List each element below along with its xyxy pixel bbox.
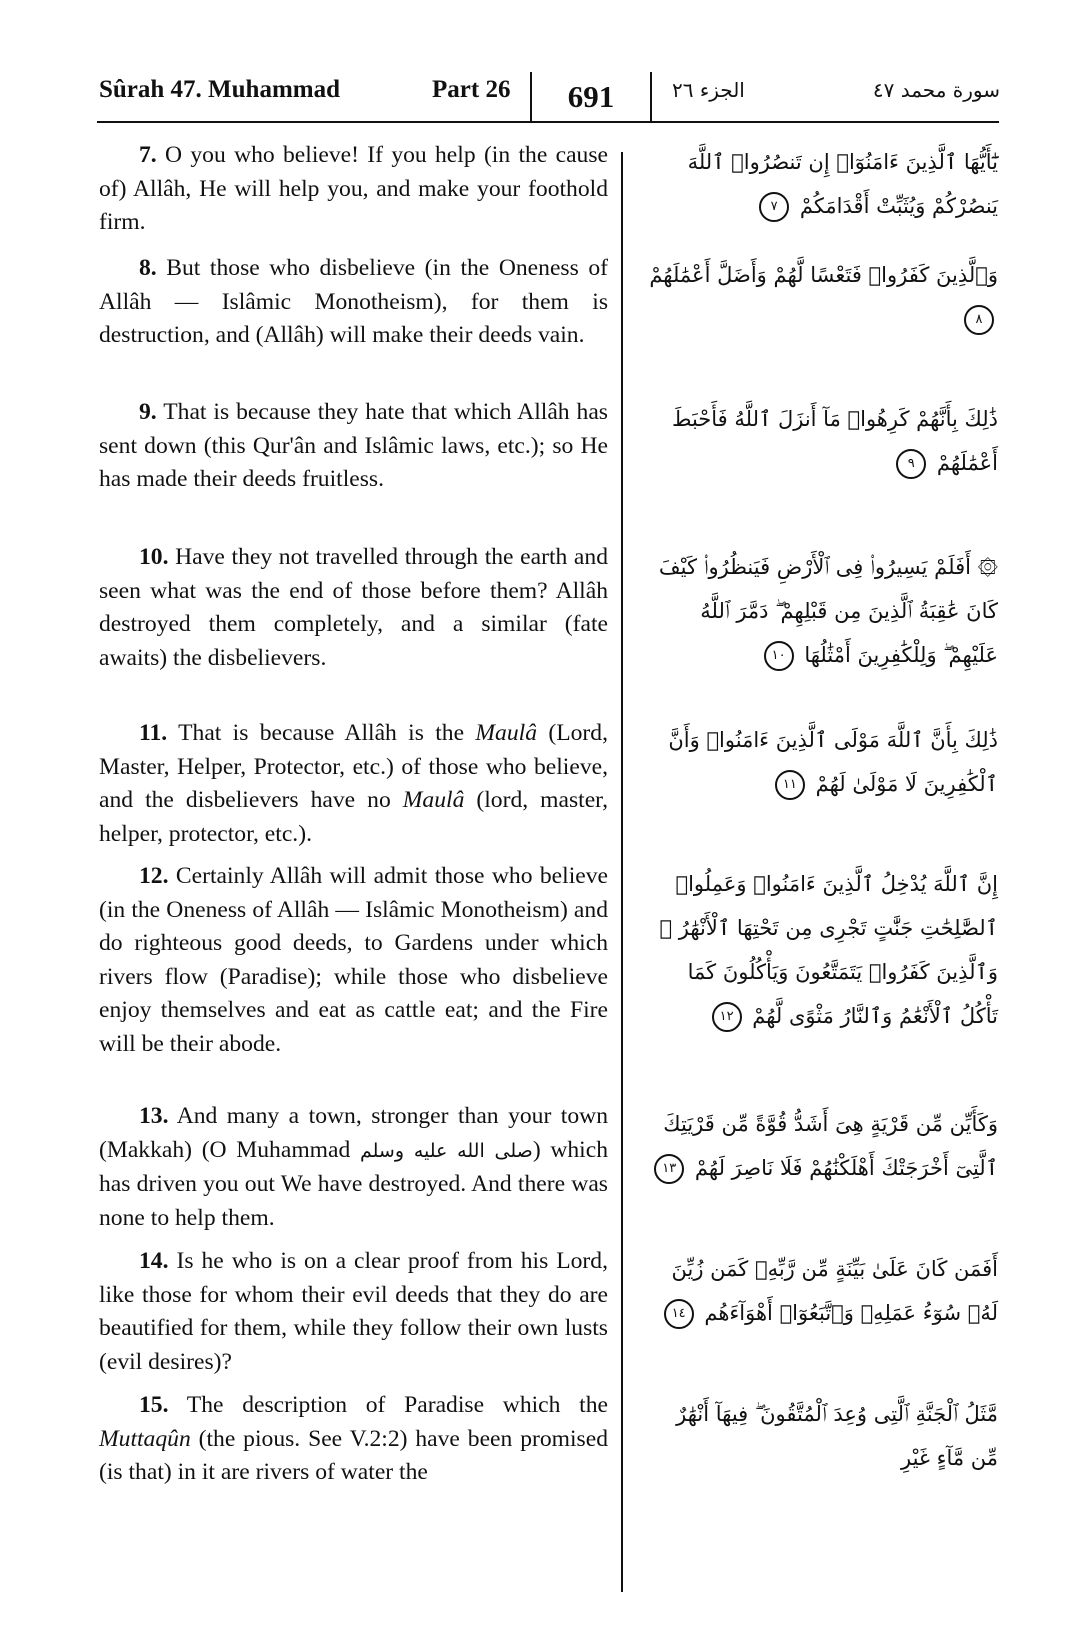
verse-text: That is because they hate that which Allâh has sent down (this Qur'ân and Islâmic laws, etc.); so He has made their deeds fruitless. (99, 399, 608, 492)
verse-number: 7. (139, 142, 157, 168)
ayah-end-marker: ٧ (759, 192, 789, 222)
verse-number: 14. (139, 1248, 169, 1274)
term-muttaqun: Muttaqûn (99, 1425, 191, 1452)
verse-9-translation (99, 396, 608, 497)
term-maula: Maulâ (402, 787, 465, 813)
arabic-text: مَّثَلُ ٱلْجَنَّةِ ٱلَّتِى وُعِدَ ٱلْمُتَّقُونَ ۖ فِيهَآ أَنْهَٰرٌ مِّن مَّآءٍ غَيْرِ (676, 1402, 998, 1470)
verse-11-arabic (648, 718, 998, 806)
surah-title-en: Sûrah 47. Muhammad (99, 76, 341, 103)
verse-14-translation (99, 1245, 608, 1379)
arabic-text: يَٰٓأَيُّهَا ٱلَّذِينَ ءَامَنُوٓا۟ إِن تَنصُرُوا۟ ٱللَّهَ يَنصُرْكُمْ وَيُثَبِّتْ أَقْدَامَكُمْ (687, 150, 998, 218)
verse-text: O you who believe! If you help (in the cause of) Allâh, He will help you, and make your foothold firm. (99, 142, 608, 235)
arabic-text: وَٱلَّذِينَ كَفَرُوا۟ فَتَعْسًا لَّهُمْ وَأَضَلَّ أَعْمَٰلَهُمْ (649, 263, 998, 287)
ayah-end-marker: ٨ (964, 305, 994, 335)
part-label-en: Part 26 (432, 76, 511, 103)
verse-8-translation (99, 252, 608, 353)
verse-number: 9. (139, 399, 157, 425)
verse-10-arabic (648, 545, 998, 677)
ayah-end-marker: ١٣ (654, 1154, 684, 1184)
verse-12-translation (99, 860, 608, 1061)
verse-number: 10. (139, 544, 169, 570)
arabic-text: ۞ أَفَلَمْ يَسِيرُوا۟ فِى ٱلْأَرْضِ فَيَنظُرُوا۟ كَيْفَ كَانَ عَٰقِبَةُ ٱلَّذِينَ مِن قَبْلِهِمْ ۖ دَمَّرَ ٱللَّهُ عَلَيْهِمْ ۖ وَلِلْكَٰفِرِينَ أَمْثَٰلُهَا (658, 555, 998, 667)
verse-12-arabic (648, 862, 998, 1038)
verse-text: The description of Paradise which the (186, 1392, 608, 1418)
verse-number: 15. (139, 1392, 169, 1418)
verse-text: ) which has driven you out We have destroyed. And there was none to help them. (99, 1136, 609, 1231)
header-rule (97, 121, 999, 123)
verse-text: And many a town, stronger than your town (Makkah) (O Muhammad (99, 1103, 608, 1163)
verse-14-arabic (648, 1247, 998, 1335)
verse-13-translation (99, 1100, 608, 1235)
verse-text: But those who disbelieve (in the Oneness of Allâh — Islâmic Monotheism), for them is destruction, and (Allâh) will make their deeds vain. (99, 255, 608, 348)
verse-text: That is because Allâh is the (178, 720, 476, 746)
arabic-text: إِنَّ ٱللَّهَ يُدْخِلُ ٱلَّذِينَ ءَامَنُوا۟ وَعَمِلُوا۟ ٱلصَّٰلِحَٰتِ جَنَّٰتٍ تَجْرِى مِن تَحْتِهَا ٱلْأَنْهَٰرُ ۖ وَٱلَّذِينَ كَفَرُوا۟ يَتَمَتَّعُونَ وَيَأْكُلُونَ كَمَا تَأْكُلُ ٱلْأَنْعَٰمُ وَٱلنَّارُ مَثْوًى لَّهُمْ (659, 872, 998, 1028)
verse-8-arabic (648, 253, 998, 341)
arabic-text: أَفَمَن كَانَ عَلَىٰ بَيِّنَةٍ مِّن رَّبِّهِۦ كَمَن زُيِّنَ لَهُۥ سُوٓءُ عَمَلِهِۦ وَٱتَّبَعُوٓا۟ أَهْوَآءَهُم (671, 1257, 998, 1325)
arabic-text: ذَٰلِكَ بِأَنَّهُمْ كَرِهُوا۟ مَآ أَنزَلَ ٱللَّهُ فَأَحْبَطَ أَعْمَٰلَهُمْ (672, 407, 998, 475)
ayah-end-marker: ١٤ (664, 1299, 694, 1329)
verse-7-arabic (648, 140, 998, 228)
verse-15-arabic (648, 1392, 998, 1480)
verse-9-arabic (648, 397, 998, 485)
part-label-ar: الجزء ٢٦ (672, 78, 745, 102)
ayah-end-marker: ١١ (775, 770, 805, 800)
verse-text: (lord, master, helper, protector, etc.). (99, 787, 608, 847)
verse-10-translation (99, 541, 608, 675)
surah-title-ar: سورة محمد ٤٧ (872, 78, 1000, 102)
term-maula: Maulâ (475, 720, 538, 746)
verse-text: Certainly Allâh will admit those who believe (in the Oneness of Allâh — Islâmic Monotheism) and do righteous good deeds, to Gardens under which rivers flow (Paradise); while those who disbelieve enjoy themselves and eat as cattle eat; and the Fire will be their abode. (99, 863, 608, 1057)
verse-7-translation (99, 139, 608, 240)
verse-number: 13. (139, 1103, 169, 1129)
verse-11-translation (99, 717, 608, 851)
ayah-end-marker: ١٢ (712, 1002, 742, 1032)
arabic-text: وَكَأَيِّن مِّن قَرْيَةٍ هِىَ أَشَدُّ قُوَّةً مِّن قَرْيَتِكَ ٱلَّتِىٓ أَخْرَجَتْكَ أَهْلَكْنَٰهُمْ فَلَا نَاصِرَ لَهُمْ (663, 1112, 998, 1180)
verse-text: Is he who is on a clear proof from his Lord, like those for whom their evil deeds that they do are beautified for them, while they follow their own lusts (evil desires)? (99, 1248, 608, 1375)
honorific-phrase: صلى الله عليه وسلم (359, 1139, 533, 1162)
ayah-end-marker: ٩ (896, 449, 926, 479)
verse-15-translation (99, 1389, 608, 1490)
page-number: 691 (530, 72, 652, 122)
verse-text: (the pious. See V.2:2) have been promised (is that) in it are rivers of water the (99, 1425, 608, 1485)
verse-text: (Lord, Master, Helper, Protector, etc.) of those who believe, and the disbelievers have no (99, 720, 608, 813)
verse-number: 11. (139, 720, 168, 746)
arabic-text: ذَٰلِكَ بِأَنَّ ٱللَّهَ مَوْلَى ٱلَّذِينَ ءَامَنُوا۟ وَأَنَّ ٱلْكَٰفِرِينَ لَا مَوْلَىٰ لَهُمْ (668, 728, 998, 796)
verse-text: Have they not travelled through the earth and seen what was the end of those before them? Allâh destroyed them completely, and a similar (fate awaits) the disbelievers. (99, 544, 608, 671)
column-divider (621, 152, 623, 1592)
verse-number: 12. (139, 863, 169, 889)
verse-number: 8. (139, 255, 157, 281)
verse-13-arabic (648, 1102, 998, 1190)
ayah-end-marker: ١٠ (764, 641, 794, 671)
